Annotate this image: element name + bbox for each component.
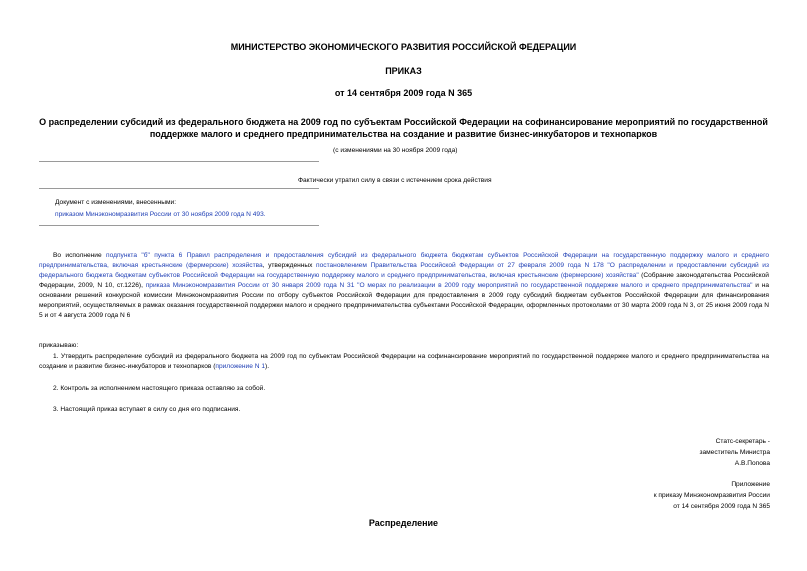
government-resolution-link[interactable]: постановлением Правительства Российской Федерации от 27 февраля 2009 года N 178 "О распределении и предоставлении субсидий из федерального бюджета бюджетам субъектов Российской Федерации на государственную поддержку малого и среднего предпринимательства, включая крестьянские (фермерские) хозяйства" (39, 262, 769, 279)
ministry-heading: МИНИСТЕРСТВО ЭКОНОМИЧЕСКОГО РАЗВИТИЯ РОССИЙСКОЙ ФЕДЕРАЦИИ (230, 42, 577, 52)
amend-order-link[interactable]: приказом Минэкономразвития России от 30 ноября 2009 года N 493. (55, 211, 266, 218)
amend-box-label: Документ с изменениями, внесенными: (55, 199, 177, 206)
item-1-text: 1. Утвердить распределение субсидий из федерального бюджета на 2009 год по субъектам Российской Федерации на софинансирование мероприятий по государственной поддержке малого и среднего предпринимательства на создание и развитие бизнес-инкубаторов и технопарков ( (39, 353, 769, 370)
intro-text-1: Во исполнение (53, 252, 107, 259)
item-1 (39, 352, 769, 372)
document-title-line1: О распределении субсидий из федерального бюджета на 2009 год по субъектам Российской Федерации на софинансирование мероприятий по государственной (39, 117, 768, 127)
separator-line (39, 161, 319, 162)
intro-paragraph (39, 251, 769, 321)
signature-position: заместитель Министра (699, 449, 770, 456)
appendix-order-ref: к приказу Минэкономразвития России (653, 492, 770, 499)
amend-box-top-line (39, 188, 319, 189)
intro-text-4: и на основании решений конкурсной комиссии Минэкономразвития России по отбору субъектов Российской Федерации для предоставления в 2009 году субсидий бюджетам субъектов Российской Федерации для финансирования мероприятий, осуществляемых в рамках оказания государственной поддержки малого и среднего предпринимательства субъектами Российской Федерации, оформленных протоколами от 30 марта 2009 года N 3, от 25 июня 2009 года N 5 и от 4 августа 2009 года N 6 (39, 282, 770, 319)
doc-date-heading: от 14 сентября 2009 года N 365 (334, 88, 473, 98)
amend-box-bottom-line (39, 225, 319, 226)
appendix-order-date: от 14 сентября 2009 года N 365 (673, 503, 770, 510)
item-1-end: ). (265, 363, 270, 370)
intro-text-3: (Собрание законодательства Российской Федерации, 2009, N 10, ст.1226), (39, 272, 769, 289)
appendix-1-link[interactable]: приложение N 1 (215, 363, 265, 370)
order-word: приказываю: (39, 342, 79, 349)
section-title: Распределение (368, 518, 439, 528)
status-note: Фактически утратил силу в связи с истечением срока действия (298, 177, 492, 184)
item-3: 3. Настоящий приказ вступает в силу со дня его подписания. (53, 406, 241, 413)
ministry-order-link[interactable]: приказа Минэкономразвития России от 30 января 2009 года N 31 "О мерах по реализации в 2009 году мероприятий по государственной поддержке малого и среднего предпринимательства" (145, 282, 753, 289)
signature-title: Статс-секретарь - (715, 438, 770, 445)
document-title-line2: поддержке малого и среднего предпринимательства на создание и развитие бизнес-инкубаторов и технопарков (149, 129, 658, 139)
item-2: 2. Контроль за исполнением настоящего приказа оставляю за собой. (53, 385, 266, 392)
doc-type-heading: ПРИКАЗ (385, 66, 422, 76)
appendix-label: Приложение (731, 481, 770, 488)
signature-name: А.В.Попова (734, 460, 770, 467)
intro-text-2: , утвержденных (262, 262, 317, 269)
rules-link[interactable]: подпункта "б" пункта 6 Правил распределения и предоставления субсидий из федерального бюджета бюджетам субъектов Российской Федерации на государственную поддержку малого и среднего предпринимательства, включая крестьянские (фермерские) хозяйства (39, 252, 769, 269)
changes-note: (с изменениями на 30 ноября 2009 года) (333, 147, 458, 154)
